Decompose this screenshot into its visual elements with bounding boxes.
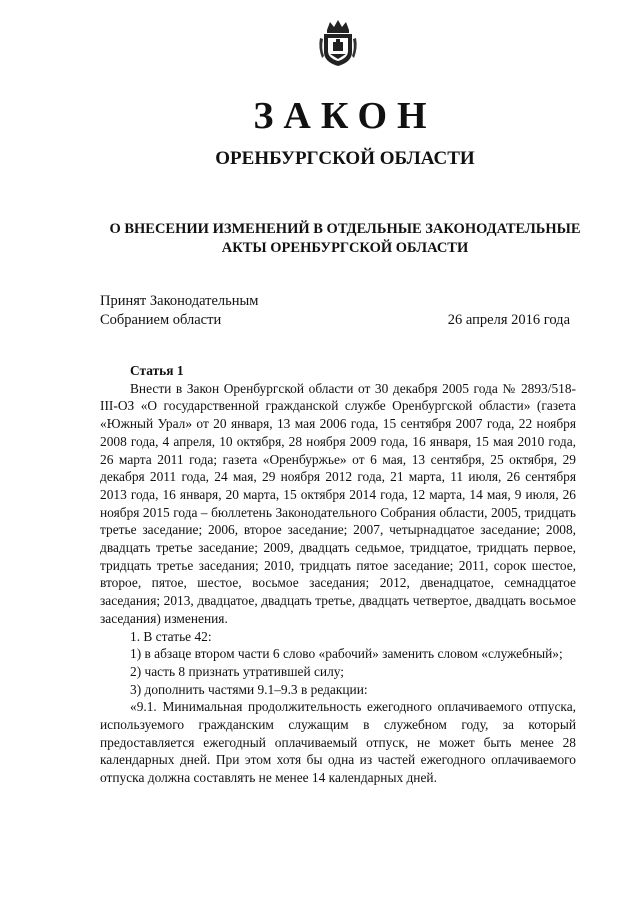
coat-of-arms-icon: [318, 18, 358, 68]
article-paragraph: «9.1. Минимальная продолжительность ежегодного оплачиваемого отпуска, используемого гражданским служащим в служебном году, за который предоставляется ежегодный оплачиваемый отпуск, не может быть менее 28 календарных дней. При этом хотя бы одна из частей ежегодного оплачиваемого отпуска должна составлять не менее 14 календарных дней.: [100, 699, 576, 786]
adoption-line-1: Принят Законодательным: [100, 293, 259, 309]
article-paragraph: 2) часть 8 признать утратившей силу;: [130, 663, 345, 679]
adoption-statement: [100, 292, 258, 330]
article-body: [100, 362, 576, 787]
adoption-line-2: Собранием области: [100, 312, 222, 328]
article-paragraph: 1. В статье 42:: [130, 628, 212, 644]
law-subject: О ВНЕСЕНИИ ИЗМЕНЕНИЙ В ОТДЕЛЬНЫЕ ЗАКОНОДАТЕЛЬНЫЕ АКТЫ ОРЕНБУРГСКОЙ ОБЛАСТИ: [109, 221, 581, 256]
article-heading: Статья 1: [130, 363, 184, 378]
article-paragraph: 1) в абзаце втором части 6 слово «рабочий» заменить словом «служебный»;: [130, 646, 563, 662]
adoption-date: 26 апреля 2016 года: [447, 312, 570, 328]
article-paragraph: Внести в Закон Оренбургской области от 30 декабря 2005 года № 2893/518-III-ОЗ «О государственной гражданской службе Оренбургской области» (газета «Южный Урал» от 20 января, 13 мая 2006 года, 15 сентября 2007 года, 22 ноября 2008 года, 4 апреля, 10 октября, 28 ноября 2009 года, 16 января, 15 мая 2010 года, 26 марта 2011 года; газета «Оренбуржье» от 6 мая, 13 сентября, 25 октября, 29 декабря 2011 года, 24 мая, 29 ноября 2012 года, 21 марта, 11 июля, 26 сентября 2013 года, 16 января, 20 марта, 15 октября 2014 года, 12 марта, 14 мая, 9 июля, 26 ноября 2015 года – бюллетень Законодательного Собрания области, 2005, тридцать третье заседание; 2006, второе заседание; 2007, четырнадцатое заседание; 2008, двадцать третье заседание; 2009, двадцать седьмое, тридцатое, тридцать первое, тридцать третье заседания; 2010, тридцать пятое заседание; 2011, сорок шестое, второе, пятое, шестое, восьмое заседания; 2012, двенадцатое, семнадцатое заседания; 2013, двадцатое, двадцать третье, двадцать четвертое, двадцать восьмое заседания) изменения.: [100, 380, 576, 626]
region-title: ОРЕНБУРГСКОЙ ОБЛАСТИ: [215, 148, 475, 169]
law-title: ЗАКОН: [253, 95, 437, 137]
article-paragraph: 3) дополнить частями 9.1–9.3 в редакции:: [130, 681, 368, 697]
